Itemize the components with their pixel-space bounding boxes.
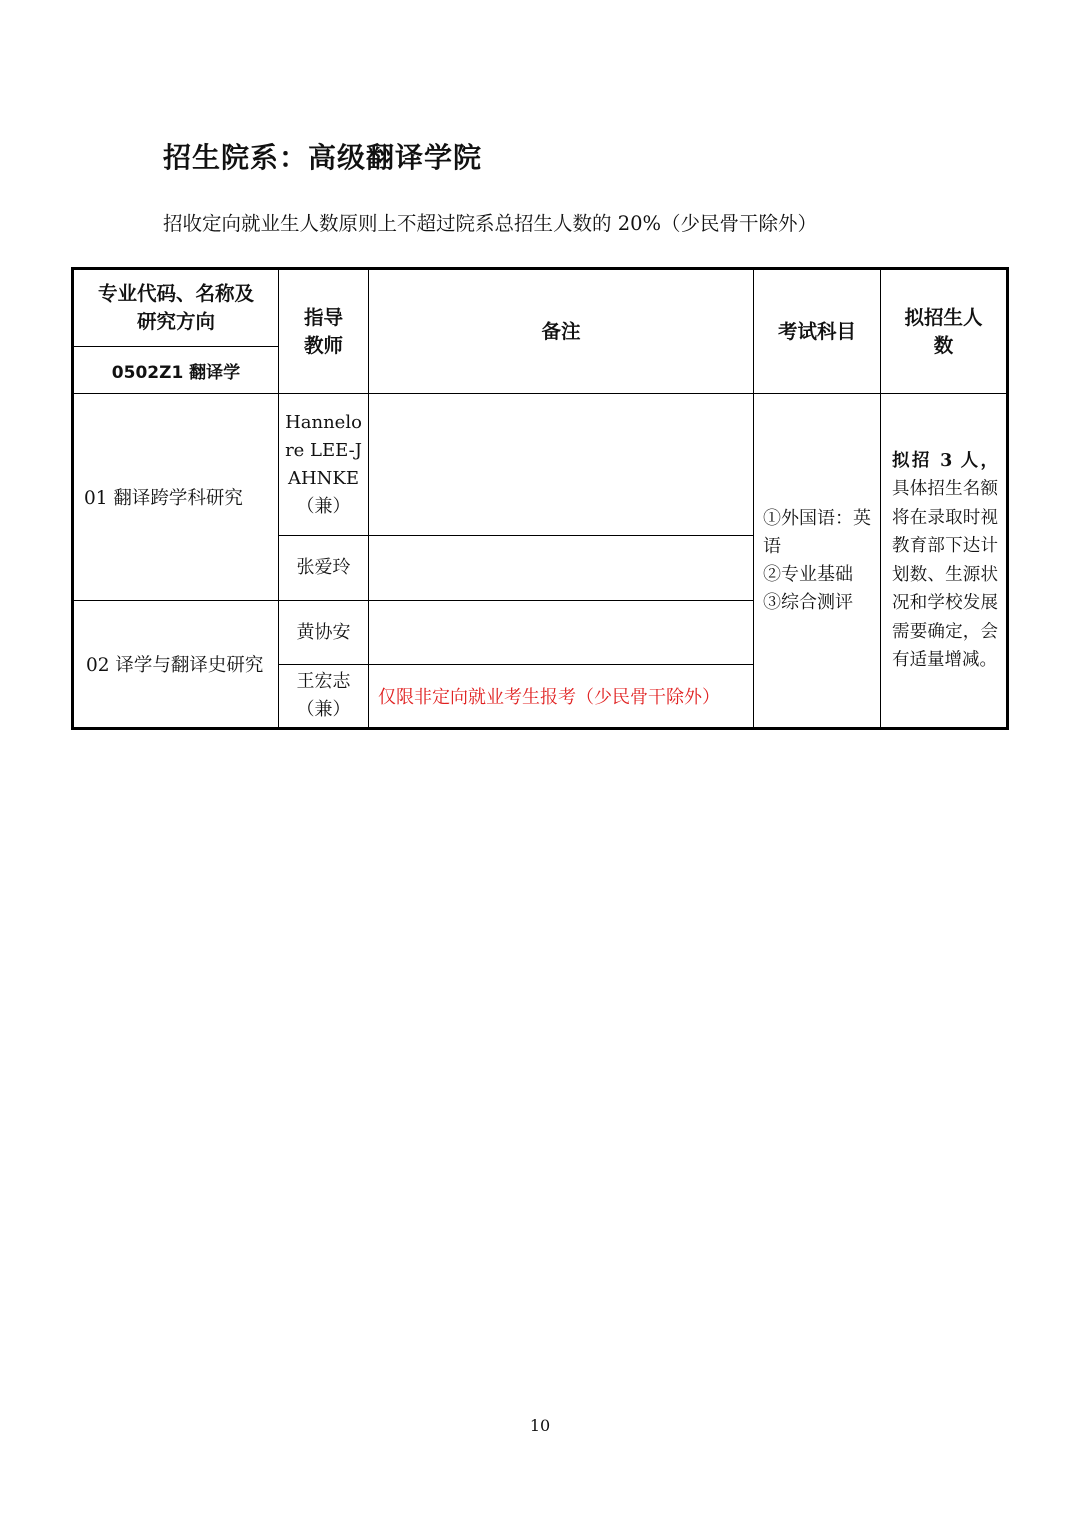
- note-cell-restriction: 仅限非定向就业考生报考（少民骨干除外）: [369, 665, 754, 729]
- page-number: 10: [529, 1416, 551, 1435]
- advisor-cell: [279, 394, 369, 536]
- exam-subject-item: ③综合测评: [763, 591, 853, 613]
- enrollment-table: [71, 267, 1009, 730]
- advisor-name: 王宏志: [296, 671, 351, 692]
- advisor-name: Hannelore LEE-JAHNKE: [285, 411, 362, 489]
- major-code: 0502Z1 翻译学: [73, 347, 279, 394]
- advisor-cell: [279, 665, 369, 729]
- note-cell: [369, 394, 754, 536]
- exam-subject-item: ②专业基础: [763, 563, 853, 585]
- advisor-suffix: （兼）: [296, 495, 351, 517]
- exam-subject-item: ①外国语：英语: [763, 507, 871, 557]
- advisor-name: 张爱玲: [296, 557, 351, 578]
- exam-subjects: [754, 394, 881, 729]
- advisor-cell: [279, 536, 369, 601]
- page-title: 招生院系：高级翻译学院: [163, 141, 483, 174]
- note-cell: [369, 536, 754, 601]
- header-exam: 考试科目: [754, 269, 881, 394]
- header-note: 备注: [369, 269, 754, 394]
- advisor-name: 黄协安: [296, 621, 351, 643]
- advisor-cell: [279, 601, 369, 665]
- quota-text: 具体招生名额将在录取时视教育部下达计划数、生源状况和学校发展需要确定，会有适量增减。: [892, 479, 998, 670]
- header-advisor: 指导教师: [279, 269, 369, 394]
- advisor-suffix: （兼）: [296, 699, 351, 720]
- quota-cell: [881, 394, 1008, 729]
- intro-text: 招收定向就业生人数原则上不超过院系总招生人数的 20%（少民骨干除外）: [163, 212, 818, 235]
- header-quota: 拟招生人数: [881, 269, 1008, 394]
- direction-01: 01 翻译跨学科研究: [73, 394, 279, 601]
- note-cell: [369, 601, 754, 665]
- header-major: 专业代码、名称及研究方向: [73, 269, 279, 347]
- direction-02: 02 译学与翻译史研究: [73, 601, 279, 729]
- quota-lead: 拟招 3 人，: [892, 450, 998, 471]
